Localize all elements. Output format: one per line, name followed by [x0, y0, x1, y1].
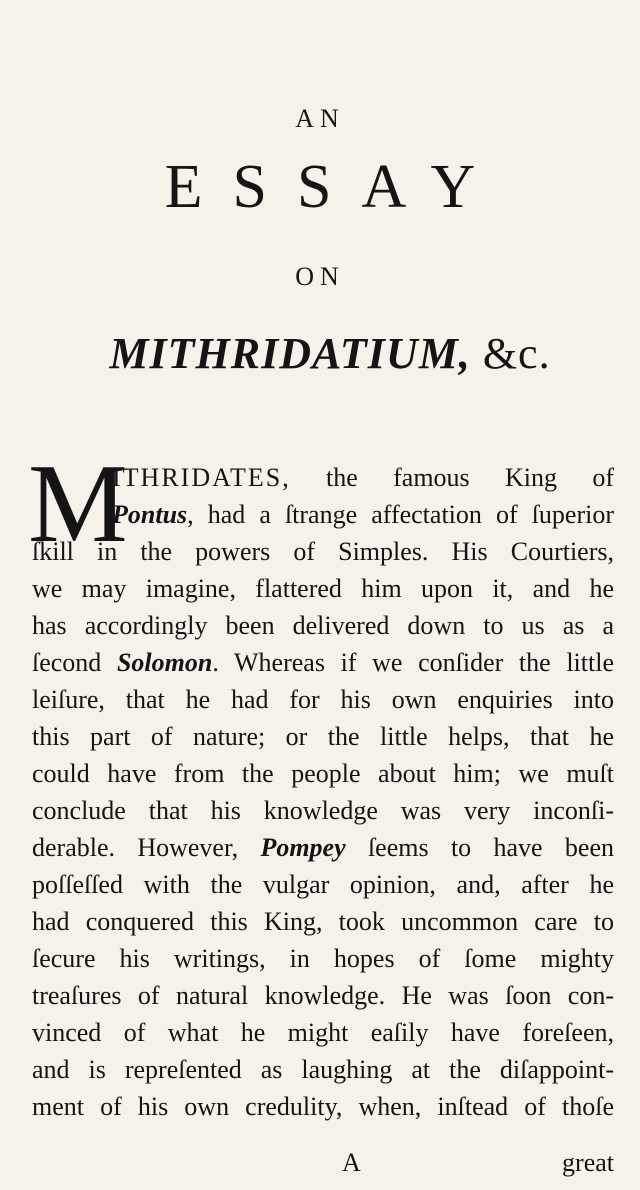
heading-an: AN	[295, 104, 345, 133]
line-pre: derable. However,	[32, 833, 261, 862]
text-line: leiſure, that he had for his own enquiries into	[32, 685, 614, 714]
text-line: and is repreſented as laughing at the diſappoint-	[32, 1055, 614, 1084]
line-italic: Pompey	[260, 833, 346, 862]
text-line	[32, 644, 614, 681]
text-line: conclude that his knowledge was very inconſi-	[32, 796, 614, 825]
text-line: ſkill in the powers of Simples. His Courtiers,	[32, 537, 614, 566]
text-line: had conquered this King, took uncommon care to	[32, 907, 614, 936]
line-text: the famous King of	[290, 463, 614, 492]
page-footer	[32, 1148, 614, 1185]
text-line: could have from the people about him; we muſt	[32, 759, 614, 788]
text-line	[32, 496, 614, 533]
line-caps: ITHRIDATES,	[112, 463, 291, 492]
text-line	[32, 459, 614, 496]
drop-cap: M	[28, 442, 128, 566]
signature-mark: A	[342, 1148, 361, 1177]
line-text: , had a ſtrange affectation of ſuperior	[187, 500, 614, 529]
line-text: . Whereas if we conſider the little	[212, 648, 614, 677]
line-italic: Solomon	[116, 648, 213, 677]
line-pre: ſecond	[32, 648, 117, 677]
text-line: this part of nature; or the little helps, that he	[32, 722, 614, 751]
text-line: ment of his own credulity, when, inſtead of thoſe	[32, 1092, 614, 1121]
heading-essay: ESSAY	[164, 153, 506, 221]
text-line: we may imagine, flattered him upon it, and he	[32, 574, 614, 603]
title-etc: &c.	[482, 329, 551, 378]
body-text	[32, 459, 614, 1125]
line-italic: Pontus	[112, 500, 188, 529]
text-line: treaſures of natural knowledge. He was ſoon con-	[32, 981, 614, 1010]
catchword: great	[562, 1148, 614, 1177]
text-line	[32, 829, 614, 866]
heading-on: ON	[295, 262, 345, 291]
text-line: ſecure his writings, in hopes of ſome mighty	[32, 944, 614, 973]
title-text: MITHRIDATIUM,	[109, 329, 471, 378]
text-line: vinced of what he might eaſily have foreſeen,	[32, 1018, 614, 1047]
text-line: has accordingly been delivered down to us as a	[32, 611, 614, 640]
text-line: poſſeſſed with the vulgar opinion, and, after he	[32, 870, 614, 899]
line-text: ſeems to have been	[345, 833, 614, 862]
heading-title	[30, 328, 630, 379]
